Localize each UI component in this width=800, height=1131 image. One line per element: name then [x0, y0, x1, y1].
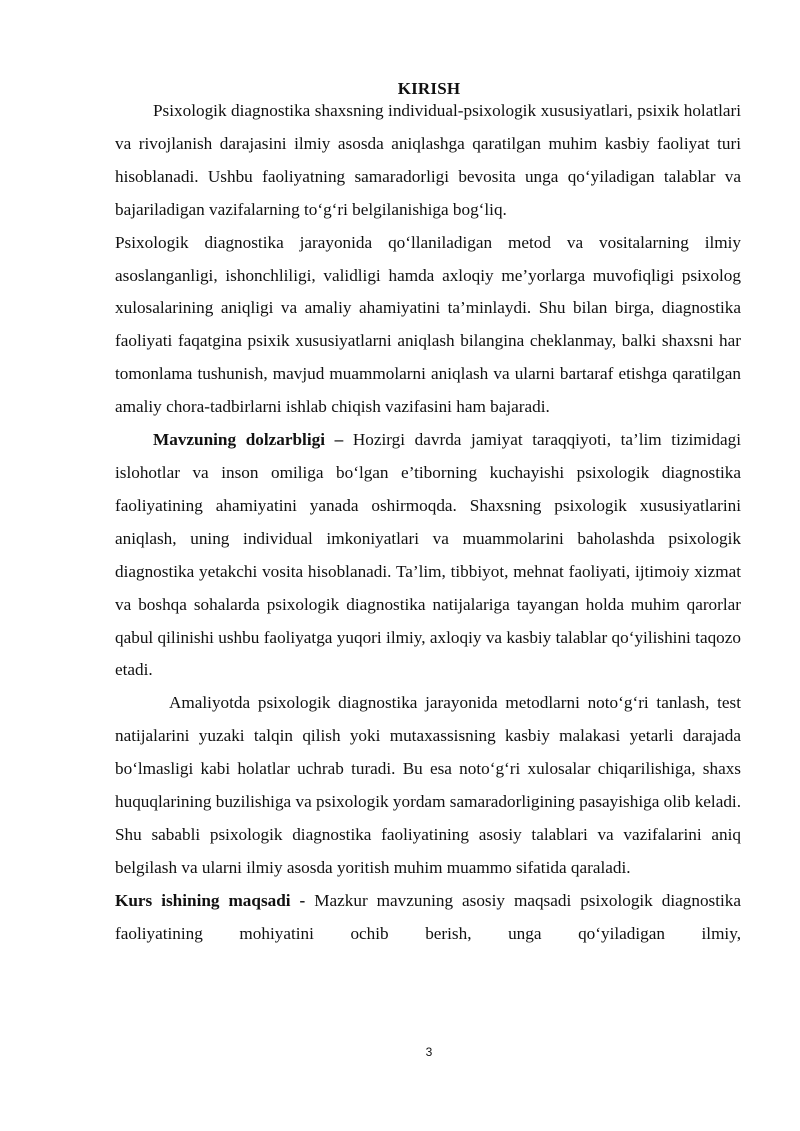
- paragraph-intro: [115, 95, 741, 227]
- paragraph-text: Hozirgi davrda jamiyat taraqqiyoti, ta’lim tizimidagi islohotlar va inson omiliga bo‘lgan e’tiborning kuchayishi psixologik diagnostika faoliyatining ahamiyatini yanada oshirmoqda. Shaxsning psixologik xususiyatlarini aniqlash, uning individual imkoniyatlari va muammolarini baholashda psixologik diagnostika yetakchi vosita hisoblanadi. Ta’lim, tibbiyot, mehnat faoliyati, ijtimoiy xizmat va boshqa sohalarda psixologik diagnostika natijalariga tayangan holda muhim qarorlar qabul qilinishi ushbu faoliyatga yuqori ilmiy, axloqiy va kasbiy talablar qo‘yilishini taqozo etadi.: [115, 430, 741, 680]
- page-number: 3: [425, 1045, 433, 1059]
- paragraph-practice: [115, 687, 741, 884]
- paragraph-relevance: [115, 424, 741, 687]
- paragraph-text: Amaliyotda psixologik diagnostika jarayonida metodlarni noto‘g‘ri tanlash, test natijalarini yuzaki talqin qilish yoki mutaxassisning kasbiy malakasi yetarli darajada bo‘lmasligi kabi holatlar uchrab turadi. Bu esa noto‘g‘ri xulosalar chiqarilishiga, shaxs huquqlarining buzilishiga va psixologik yordam samaradorligining pasayishiga olib keladi. Shu sababli psixologik diagnostika faoliyatining asosiy talablari va vazifalarini aniq belgilash va ularni ilmiy asosda yoritish muhim muammo sifatida qaraladi.: [115, 693, 741, 877]
- body-text: [115, 95, 741, 951]
- paragraph-lead: Kurs ishining maqsadi -: [115, 890, 306, 910]
- paragraph-goal: [115, 885, 741, 951]
- section-heading: KIRISH: [397, 79, 461, 98]
- paragraph-text: Mazkur mavzuning asosiy maqsadi psixologik diagnostika faoliyatining mohiyatini ochib berish, unga qo‘yiladigan ilmiy,: [115, 890, 741, 943]
- paragraph-methods: [115, 227, 741, 424]
- paragraph-text: Psixologik diagnostika jarayonida qo‘llaniladigan metod va vositalarning ilmiy asoslanganligi, ishonchliligi, validligi hamda axloqiy me’yorlarga muvofiqligi psixolog xulosalarining aniqligi va amaliy ahamiyatini ta’minlaydi. Shu bilan birga, diagnostika faoliyati faqatgina psixik xususiyatlarni aniqlash bilangina cheklanmay, balki shaxsni har tomonlama tushunish, mavjud muammolarni aniqlash va ularni bartaraf etishga qaratilgan amaliy chora-tadbirlarni ishlab chiqish vazifasini ham bajaradi.: [115, 232, 741, 417]
- paragraph-lead: Mavzuning dolzarbligi –: [153, 430, 344, 450]
- paragraph-text: Psixologik diagnostika shaxsning individual-psixologik xususiyatlari, psixik holatlari va rivojlanish darajasini ilmiy asosda aniqlashga qaratilgan muhim kasbiy faoliyat turi hisoblanadi. Ushbu faoliyatning samaradorligi bevosita unga qo‘yiladigan talablar va bajariladigan vazifalarning to‘g‘ri belgilanishiga bog‘liq.: [115, 101, 741, 219]
